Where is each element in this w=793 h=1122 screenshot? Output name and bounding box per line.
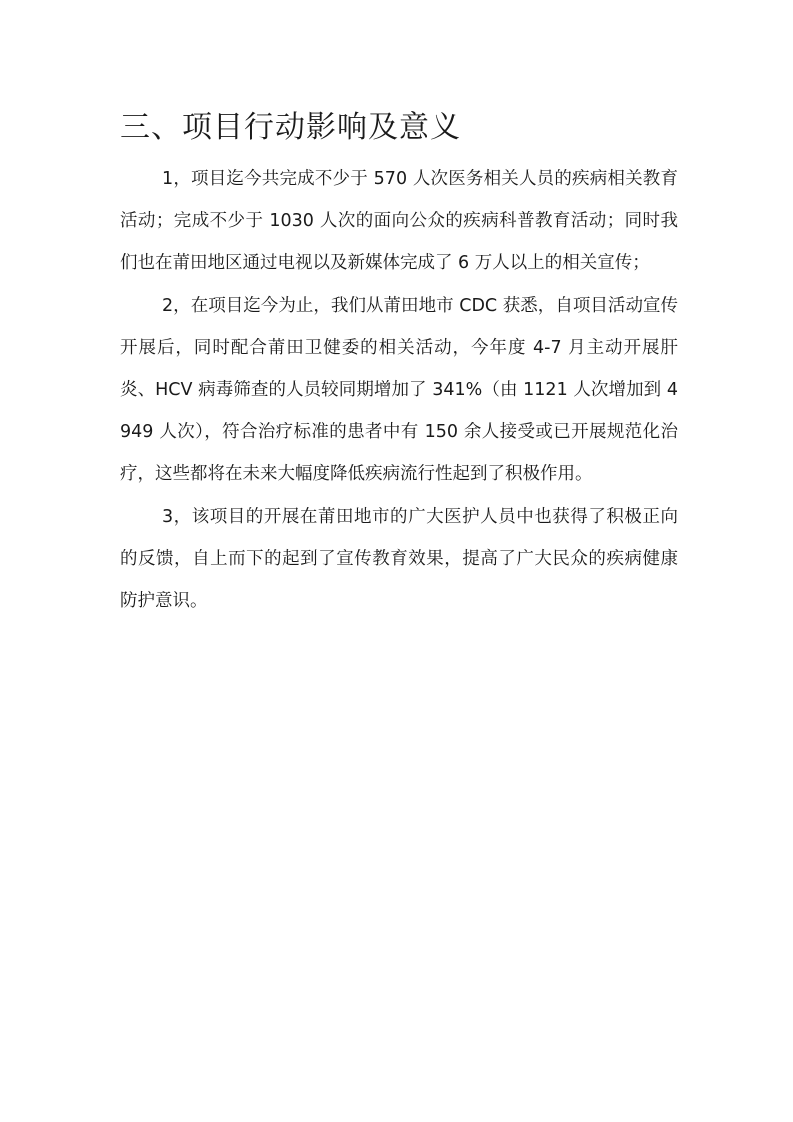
paragraph-2: 2，在项目迄今为止，我们从莆田地市 CDC 获悉，自项目活动宣传开展后，同时配合莆田卫健委的相关活动，今年度 4-7 月主动开展肝炎、HCV 病毒筛查的人员较同期增加了 341%（由 1121 人次增加到 4949 人次），符合治疗标准的患者中有 150 余人接受或已开展规范化治疗，这些都将在未来大幅度降低疾病流行性起到了积极作用。	[120, 295, 678, 485]
paragraph-1: 1，项目迄今共完成不少于 570 人次医务相关人员的疾病相关教育活动；完成不少于 1030 人次的面向公众的疾病科普教育活动；同时我们也在莆田地区通过电视以及新媒体完成了 6 万人以上的相关宣传；	[120, 169, 678, 274]
paragraph-3: 3，该项目的开展在莆田地市的广大医护人员中也获得了积极正向的反馈，自上而下的起到了宣传教育效果，提高了广大民众的疾病健康防护意识。	[120, 506, 678, 612]
section-heading: 三、项目行动影响及意义	[120, 110, 461, 145]
body-text	[120, 158, 678, 622]
